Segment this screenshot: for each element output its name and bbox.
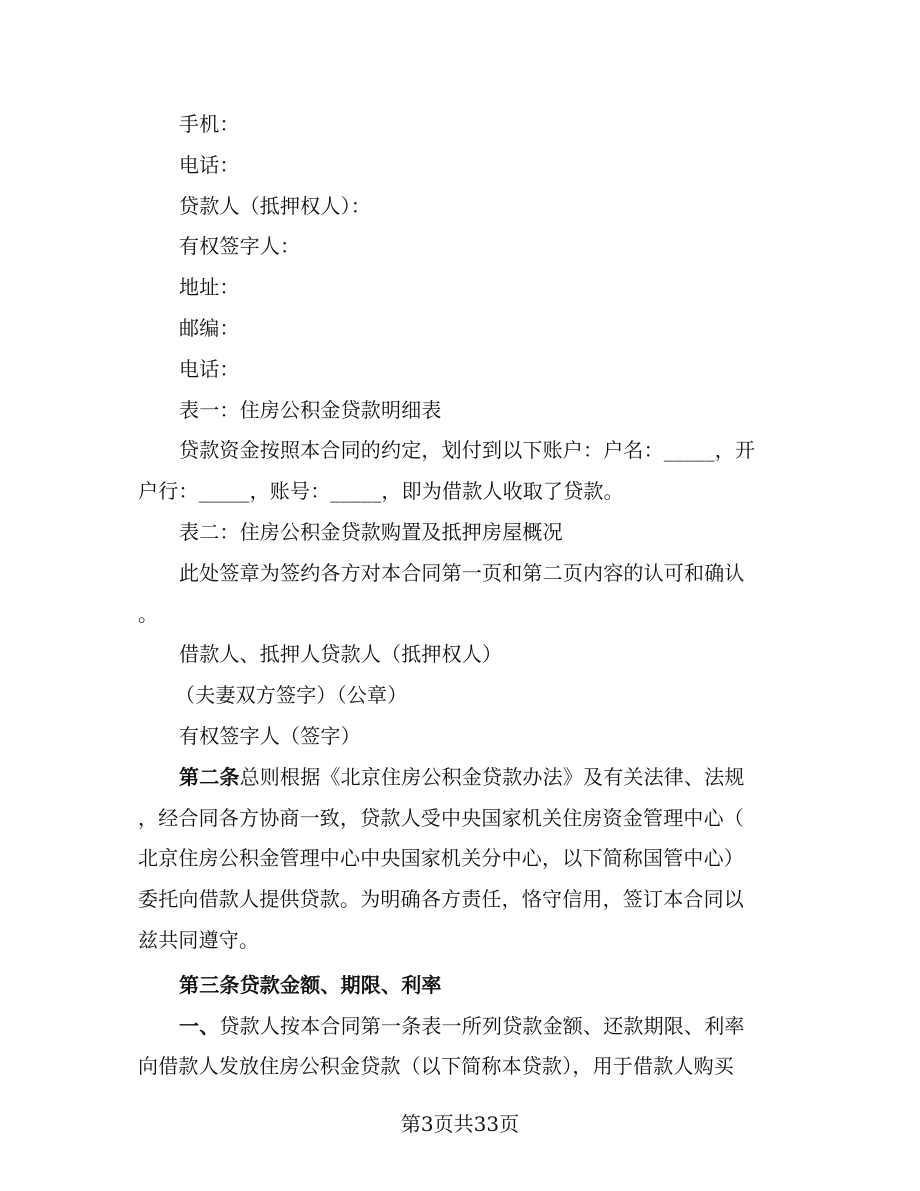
item-one-line-2: 向借款人发放住房公积金贷款（以下简称本贷款），用于借款人购买 <box>138 1054 734 1079</box>
document-body <box>138 104 788 1087</box>
article-two-line-1 <box>138 757 788 798</box>
article-two-heading: 第二条 <box>179 764 240 789</box>
article-two-text-1: 总则根据《北京住房公积金贷款办法》及有关法律、法规 <box>239 764 745 789</box>
article-two-line-5: 兹共同遵守。 <box>138 927 260 952</box>
page-footer: 第3页共33页 <box>400 1112 520 1136</box>
postcode-line: 邮编： <box>179 315 240 340</box>
article-three-heading: 第三条贷款金额、期限、利率 <box>179 972 442 997</box>
address-line: 地址： <box>179 275 240 300</box>
table-one-line: 表一：住房公积金贷款明细表 <box>179 397 442 422</box>
phone-line-2: 电话： <box>179 356 240 381</box>
item-one-heading: 一、 <box>179 1013 220 1038</box>
authorized-signer-signature-line: 有权签字人（签字） <box>179 723 361 748</box>
article-two-line-2: ，经合同各方协商一致，贷款人受中央国家机关住房资金管理中心（ <box>138 805 744 830</box>
table-two-line: 表二：住房公积金贷款购置及抵押房屋概况 <box>179 519 563 544</box>
article-two-line-4: 委托向借款人提供贷款。为明确各方责任，恪守信用，签订本合同以 <box>138 887 744 912</box>
item-one-text-1: 贷款人按本合同第一条表一所列贷款金额、还款期限、利率 <box>219 1013 745 1038</box>
authorized-signer-line: 有权签字人： <box>179 234 301 259</box>
lender-line: 贷款人（抵押权人）： <box>179 193 371 218</box>
signature-confirmation-line-1: 此处签章为签约各方对本合同第一页和第二页内容的认可和确认 <box>179 560 745 585</box>
signature-confirmation-line-2: 。 <box>138 601 159 626</box>
transfer-account-line-1: 贷款资金按照本合同的约定，划付到以下账户：户名：_____，开 <box>179 438 756 463</box>
phone-line: 电话： <box>179 152 240 177</box>
transfer-account-line-2: 户行：_____，账号：_____，即为借款人收取了贷款。 <box>138 479 624 504</box>
mobile-phone-line: 手机： <box>179 112 240 136</box>
article-two-line-3: 北京住房公积金管理中心中央国家机关分中心，以下简称国管中心） <box>138 846 744 871</box>
parties-line: 借款人、抵押人贷款人（抵押权人） <box>179 642 503 667</box>
item-one-line-1 <box>138 1006 788 1047</box>
couple-seal-line: （夫妻双方签字）（公章） <box>175 683 408 708</box>
